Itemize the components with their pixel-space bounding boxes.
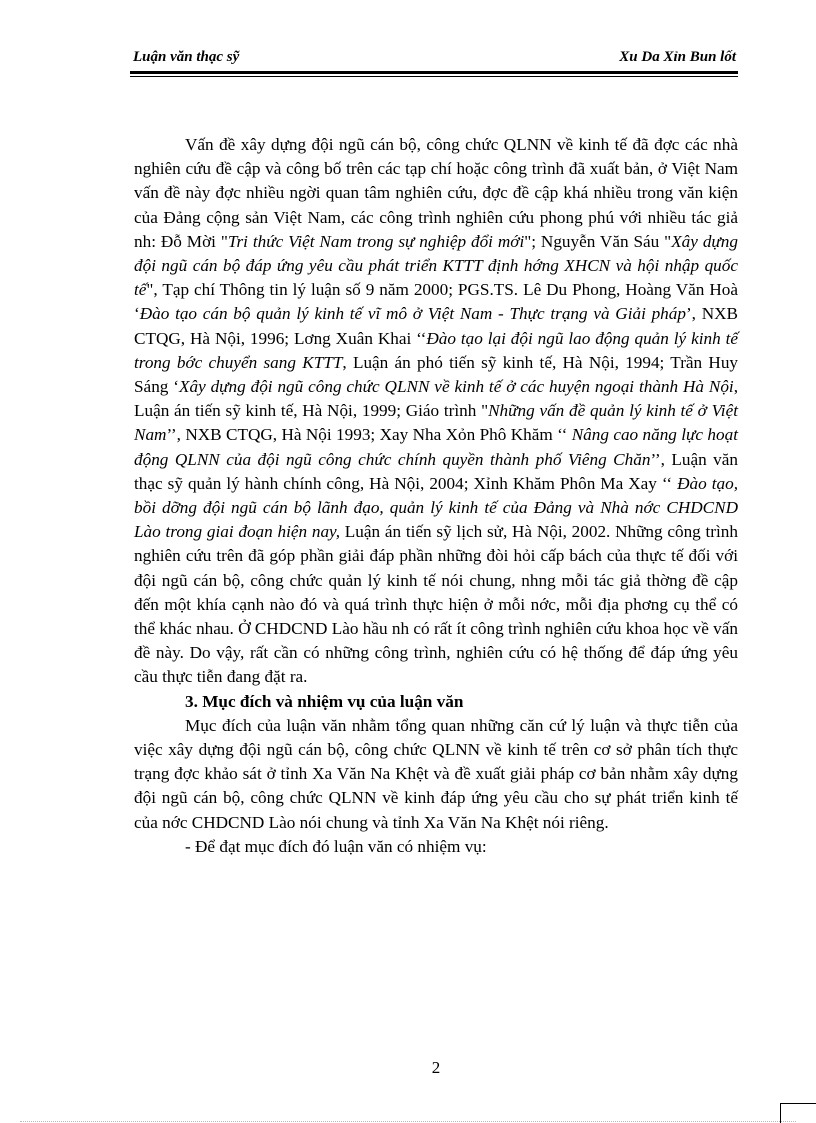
paragraph-tasks-intro: - Để đạt mục đích đó luận văn có nhiệm vụ: <box>185 836 487 856</box>
paragraph-purpose: Mục đích của luận văn nhằm tổng quan những căn cứ lý luận và thực tiễn của việc xây dựng đội ngũ cán bộ, công chức QLNN về kinh tế trên cơ sở phân tích thực trạng đợc khảo sát ở tỉnh Xa Văn Na Khệt và đề xuất giải pháp cơ bản nhằm xây dựng đội ngũ cán bộ, công chức QLNN về kinh đáp ứng yêu cầu cho sự phát triển kinh tế của nớc CHDCND Lào nói chung và tỉnh Xa Văn Na Khệt nói riêng. <box>134 715 738 832</box>
text-run: "; Nguyễn Văn Sáu " <box>524 231 672 251</box>
section-heading: 3. Mục đích và nhiệm vụ của luận văn <box>185 691 464 711</box>
text-run: , Luận án tiến sỹ kinh tế, Hà Nội, 1999; Giáo trình " <box>134 377 738 421</box>
text-run: ", Tạp chí Thông tin lý luận số 9 năm 2000; PGS.TS. Lê Du Phong, Hoàng Văn Hoà ‘ <box>134 280 738 324</box>
corner-mark-horizontal <box>780 1103 816 1104</box>
text-run: ’, NXB CTQG, Hà Nội, 1996; Lơng Xuân Khai ‘‘ <box>134 304 738 348</box>
page-number: 2 <box>431 1058 441 1077</box>
cited-title: Nâng cao năng lực hoạt động QLNN của đội ngũ công chức chính quyền thành phố Viêng Chăn <box>134 425 738 469</box>
text-run: ’’, NXB CTQG, Hà Nội 1993; Xay Nha Xỏn Phô Khăm ‘‘ <box>166 425 572 445</box>
text-run: Vấn đề xây dựng đội ngũ cán bộ, công chức QLNN về kinh tế đã đợc các nhà nghiên cứu đề cập và công bố trên các tạp chí hoặc công trình đã xuất bản, ở Việt Nam vấn đề này đợc nhiều ngời quan tâm nghiên cứu, đợc đề cập khá nhiều trong văn kiện của Đảng cộng sản Việt Nam, các công trình nghiên cứu phong phú với nhiều tác giả nh: Đỗ Mời " <box>134 135 738 251</box>
cited-title: Tri thức Việt Nam trong sự nghiệp đổi mới <box>227 231 525 251</box>
cited-title: Đào tạo lại đội ngũ lao động quản lý kinh tế trong bớc chuyển sang KTTT <box>134 328 738 372</box>
page-header-right: Xu Da Xỉn Bun lốt <box>619 49 736 65</box>
text-run: Luận án tiến sỹ lịch sử, Hà Nội, 2002. Những công trình nghiên cứu trên đã góp phần giải đáp phần những đòi hỏi cấp bách của thực tế đối với đội ngũ cán bộ, công chức quản lý kinh tế nói chung, nhng mỗi tác giả thờng đề cập đến một khía cạnh nào đó và quá trình thực hiện ở mỗi nớc, mỗi địa phơng cụ thể có thể khác nhau. Ở CHDCND Lào hầu nh có rất ít công trình nghiên cứu khoa học về vấn đề này. Do vậy, rất cần có những công trình, nghiên cứu có hệ thống để đáp ứng yêu cầu thực tiễn đang đặt ra. <box>134 522 738 687</box>
cited-title: Những vấn đề quản lý kinh tế ở Việt Nam <box>134 401 738 445</box>
text-run: , Luận án phó tiến sỹ kinh tế, Hà Nội, 1994; Trần Huy Sáng ‘ <box>134 352 739 397</box>
page-edge-dotted <box>20 1121 796 1122</box>
text-run: ’’, Luận văn thạc sỹ quản lý hành chính công, Hà Nội, 2004; Xỉnh Khăm Phôn Ma Xay ‘‘ <box>134 449 738 493</box>
body-text <box>134 133 738 859</box>
cited-title: Xây dựng đội ngũ cán bộ đáp ứng yêu cầu phát triển KTTT định hớng XHCN và hội nhập quốc tế <box>134 231 738 300</box>
corner-mark-vertical <box>780 1103 781 1123</box>
paragraph-literature-review <box>134 133 738 690</box>
page-header-left: Luận văn thạc sỹ <box>133 49 240 65</box>
header-rule-thin <box>130 76 738 77</box>
cited-title: Xây dựng đội ngũ công chức QLNN về kinh tế ở các huyện ngoại thành Hà Nội <box>178 377 734 397</box>
cited-title: Đào tạo, bồi dỡng đội ngũ cán bộ lãnh đạo, quản lý kinh tế của Đảng và Nhà nớc CHDCND Lào trong giai đoạn hiện nay, <box>134 473 738 542</box>
cited-title: Đào tạo cán bộ quản lý kinh tế vĩ mô ở Việt Nam - Thực trạng và Giải pháp <box>139 304 686 324</box>
header-rule-thick <box>130 71 738 74</box>
